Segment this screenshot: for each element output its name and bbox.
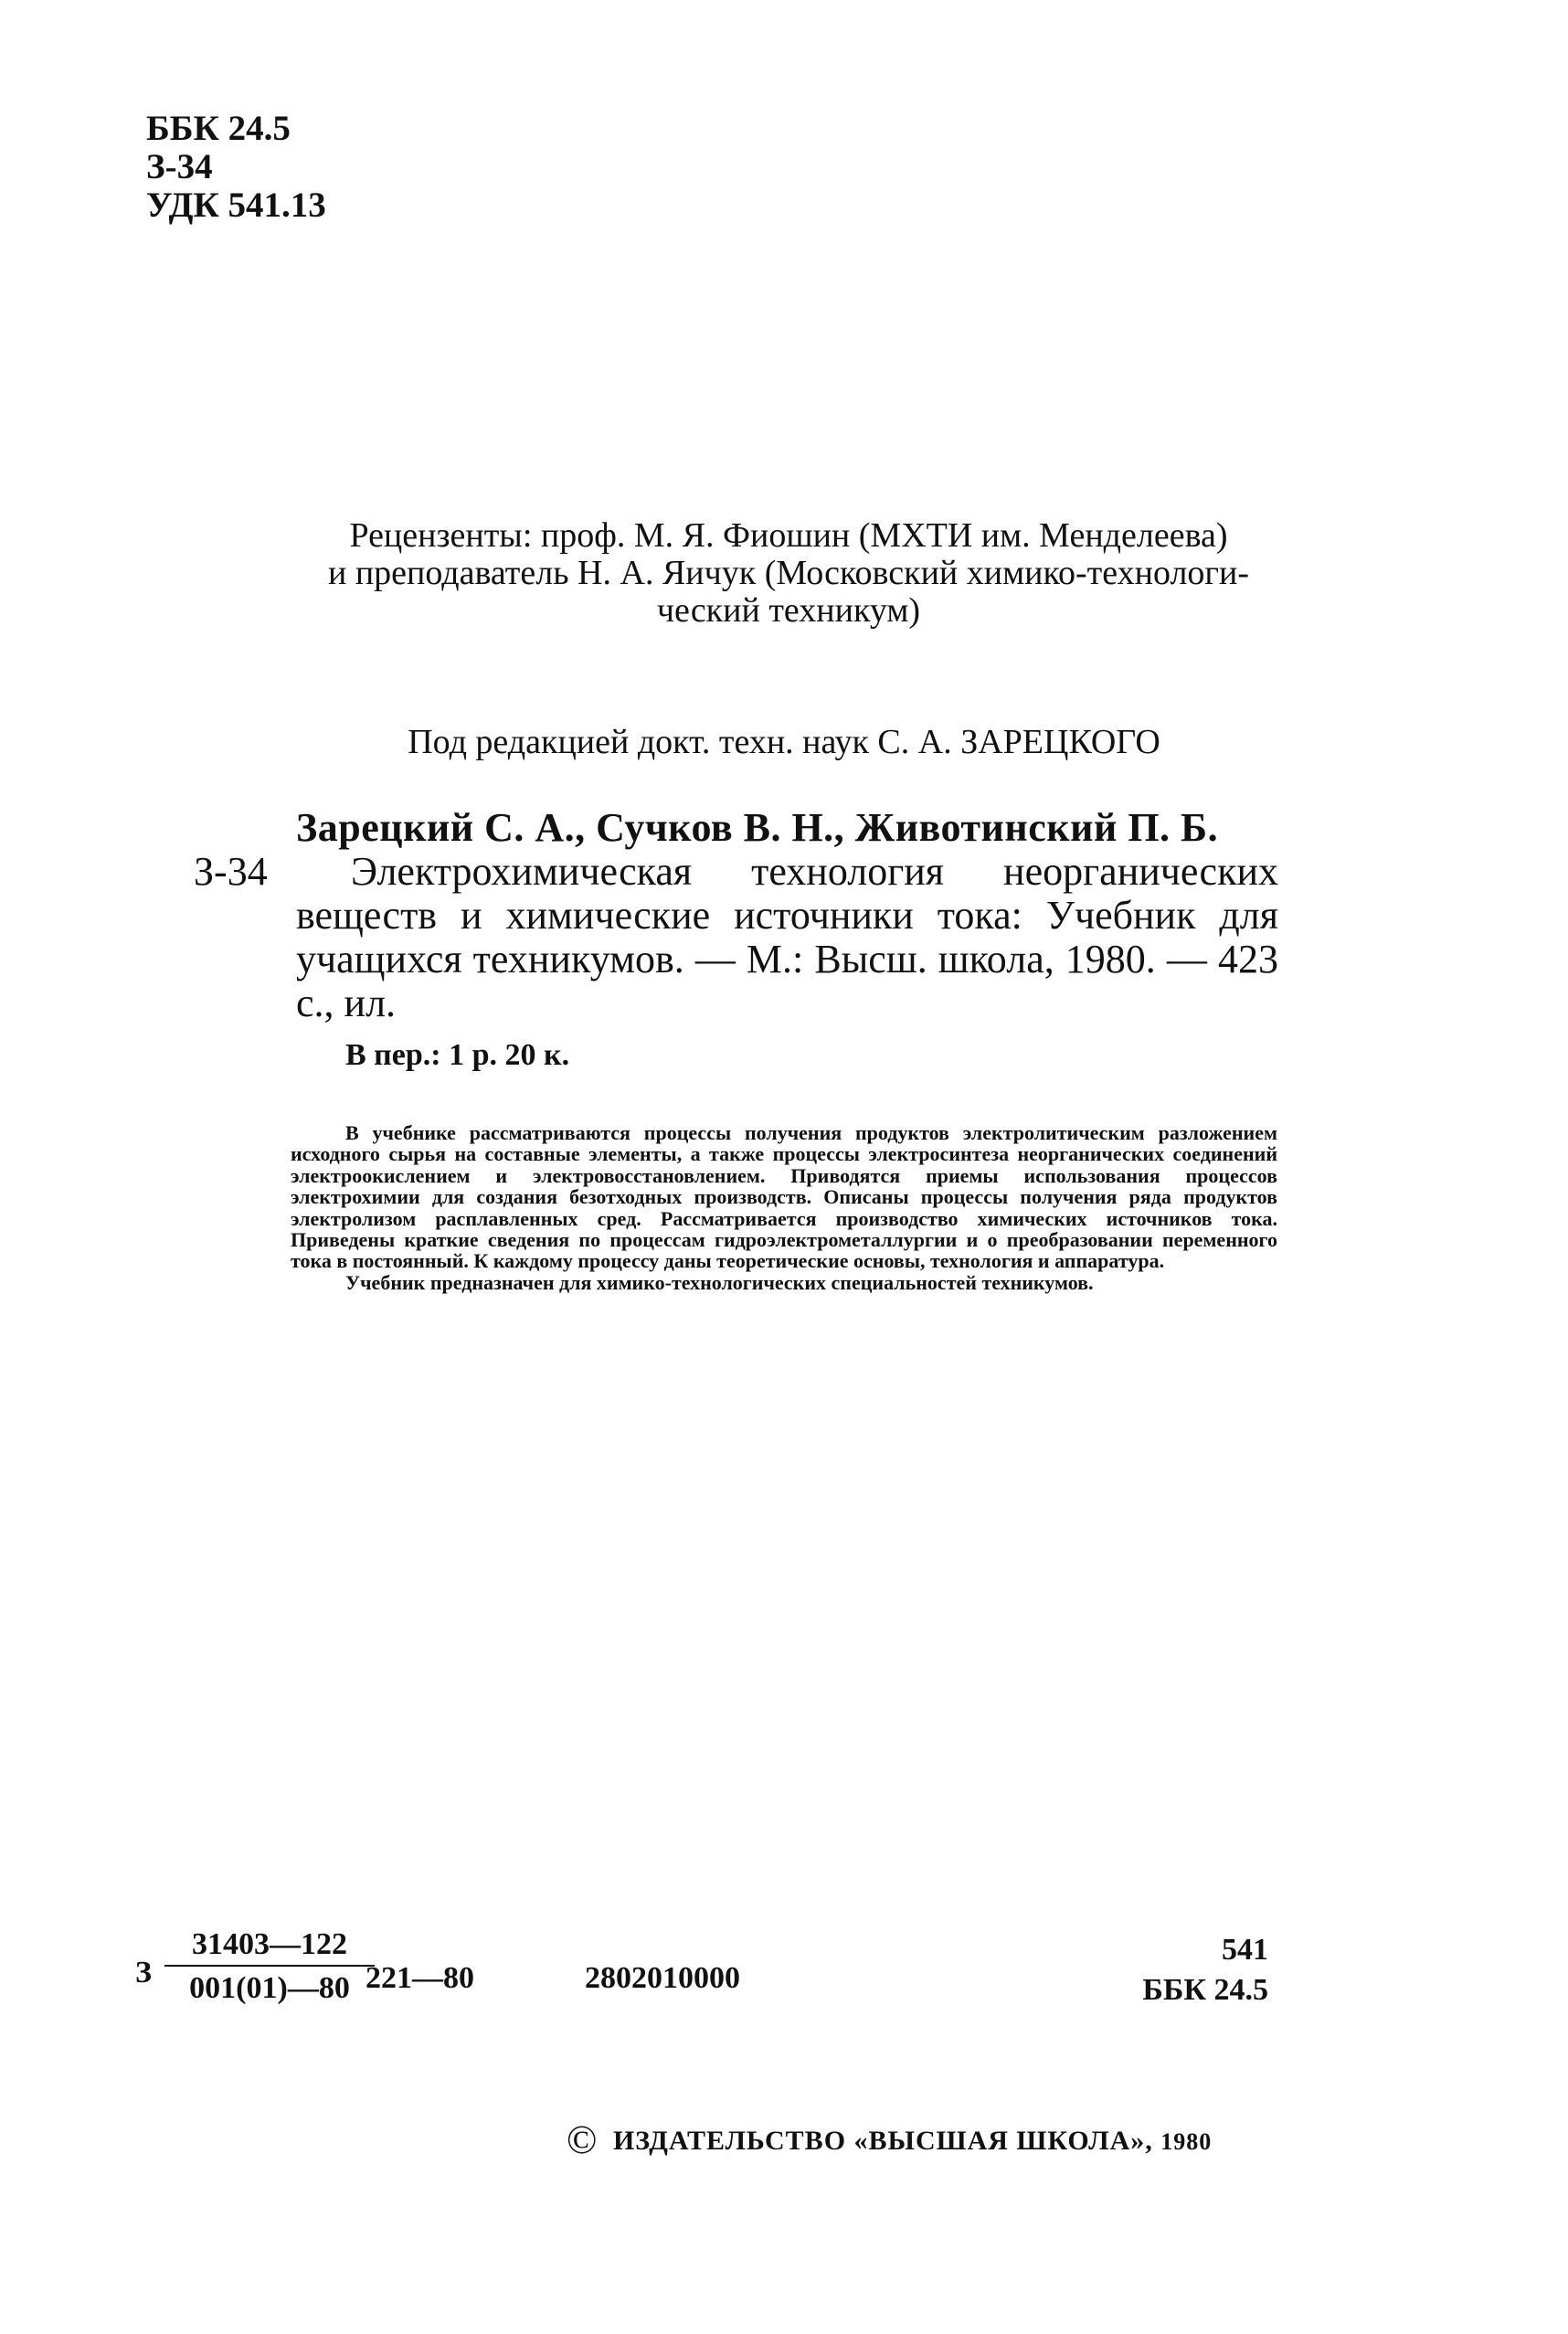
udk-short: 541 [1222, 1933, 1268, 1967]
reviewers-block [291, 517, 1287, 630]
udk-code: УДК 541.13 [146, 186, 326, 225]
index-order: 221—80 [366, 1961, 474, 1995]
bbk-short: ББК 24.5 [1142, 1973, 1268, 2007]
classification-block [146, 110, 326, 225]
book-code: З-34 [194, 849, 268, 894]
book-authors: Зарецкий С. А., Сучков В. Н., Животинский П. Б. [296, 805, 1219, 850]
index-denominator: 001(01)—80 [189, 1971, 350, 2005]
abstract-paragraph-1: В учебнике рассматриваются процессы получения продуктов электролитическим разложением исходного сырья на составные элементы, а также процессы электросинтеза неорганических соединений электроокислением и электровосстановлением. Приводятся приемы использования процессов электрохимии для создания безотходных производств. Описаны процессы получения ряда продуктов электролизом расплавленных сред. Рассматривается производство химических источников тока. Приведены краткие сведения по процессам гидроэлектрометаллургии и о преобразовании переменного тока в постоянный. К каждому процессу даны теоретические основы, технология и аппаратура. [291, 1121, 1277, 1273]
reviewers-line-3: ческий техникум) [656, 591, 921, 630]
editor-line: Под редакцией докт. техн. наук С. А. ЗАРЕЦКОГО [408, 723, 1160, 761]
publisher-name: ИЗДАТЕЛЬСТВО «ВЫСШАЯ ШКОЛА», [612, 2126, 1153, 2156]
copyright-year: 1980 [1160, 2128, 1213, 2155]
abstract-paragraph-2: Учебник предназначен для химико-технологических специальностей техникумов. [345, 1270, 1094, 1294]
index-prefix: З [135, 1956, 152, 1989]
index-series: 2802010000 [585, 1961, 740, 1995]
reviewers-line-2: и преподаватель Н. А. Яичук (Московский химико-технологи- [327, 554, 1250, 592]
bbk-code: ББК 24.5 [146, 109, 291, 148]
abstract-block [291, 1122, 1277, 1293]
reviewers-line-1: Рецензенты: проф. М. Я. Фиошин (МХТИ им. Менделеева) [349, 516, 1228, 555]
copyright-line [567, 2117, 1212, 2163]
classification-right [1106, 1930, 1268, 2010]
author-mark-code: З-34 [146, 147, 213, 186]
fraction-bar [164, 1965, 375, 1967]
index-numerator: 31403—122 [192, 1927, 347, 1961]
book-title: Электрохимическая технология неорганических веществ и химические источники тока: Учебник для учащихся техникумов. — М.: Высш. школа, 1980. — 423 с., ил. [296, 849, 1278, 1025]
copyright-icon: © [567, 2117, 599, 2162]
book-price: В пер.: 1 р. 20 к. [345, 1038, 570, 1072]
index-fraction [164, 1926, 375, 2007]
